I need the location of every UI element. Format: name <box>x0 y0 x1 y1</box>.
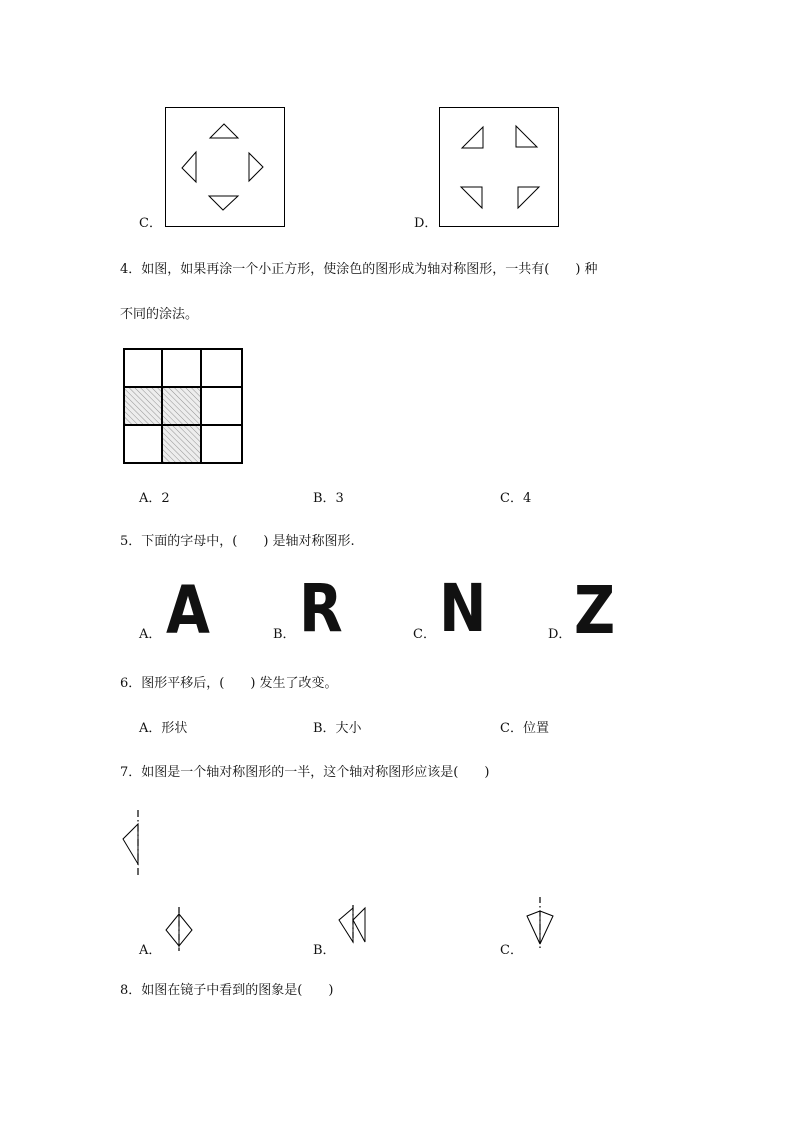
q5-letter-r: R <box>299 570 343 647</box>
q7-option-a-figure[interactable] <box>163 906 195 952</box>
q4-option-b[interactable]: B．3 <box>313 491 344 506</box>
q7-option-c-figure[interactable] <box>524 896 556 952</box>
q6-option-a[interactable]: A．形状 <box>139 721 188 736</box>
q3-option-c-figure <box>165 107 285 227</box>
corner-triangle-icon <box>518 187 539 208</box>
q4-grid-figure <box>123 348 243 464</box>
q6-option-c[interactable]: C．位置 <box>500 721 549 736</box>
q5-option-d[interactable]: D． <box>548 627 572 642</box>
q5-option-a[interactable]: A． <box>139 627 162 642</box>
half-triangle <box>123 824 138 864</box>
q7-option-b-figure[interactable] <box>336 904 370 946</box>
corner-triangle-icon <box>461 187 482 208</box>
q5-option-b[interactable]: B． <box>273 627 296 642</box>
q6-option-b[interactable]: B．大小 <box>313 721 362 736</box>
q4-option-c[interactable]: C．4 <box>500 491 532 506</box>
corner-triangle-icon <box>462 127 483 148</box>
q7-option-b-label[interactable]: B． <box>313 943 336 958</box>
q4-option-a[interactable]: A．2 <box>139 491 170 506</box>
q5-letter-a: A <box>166 572 210 649</box>
q5-letter-n: N <box>439 570 487 647</box>
shaded-square <box>162 387 201 425</box>
q7-option-c-label[interactable]: C． <box>500 943 523 958</box>
triangle-down-icon <box>209 196 238 210</box>
q4-stem-line1: 4．如图，如果再涂一个小正方形，使涂色的图形成为轴对称图形，一共有( ) 种 <box>120 262 598 277</box>
q5-option-c[interactable]: C． <box>413 627 436 642</box>
q6-stem: 6．图形平移后，( ) 发生了改变。 <box>120 676 338 691</box>
q8-stem: 8．如图在镜子中看到的图象是( ) <box>120 983 334 998</box>
q7-half-figure <box>118 808 148 880</box>
q5-letter-z: Z <box>574 572 616 649</box>
q7-option-a-label[interactable]: A． <box>139 943 162 958</box>
q5-stem: 5．下面的字母中，( ) 是轴对称图形. <box>120 534 355 549</box>
triangle-left-icon <box>182 152 196 182</box>
corner-triangle-icon <box>516 126 537 147</box>
triangle-right-icon <box>249 153 263 181</box>
q7-stem: 7．如图是一个轴对称图形的一半，这个轴对称图形应该是( ) <box>120 765 490 780</box>
q3-option-d-figure <box>439 107 559 227</box>
triangle-up-icon <box>210 124 238 138</box>
q3-option-c-label: C． <box>139 216 162 231</box>
q4-stem-line2: 不同的涂法。 <box>120 307 199 322</box>
shaded-square <box>123 387 162 425</box>
q3-option-d-label: D． <box>414 216 438 231</box>
shaded-square <box>162 425 201 463</box>
